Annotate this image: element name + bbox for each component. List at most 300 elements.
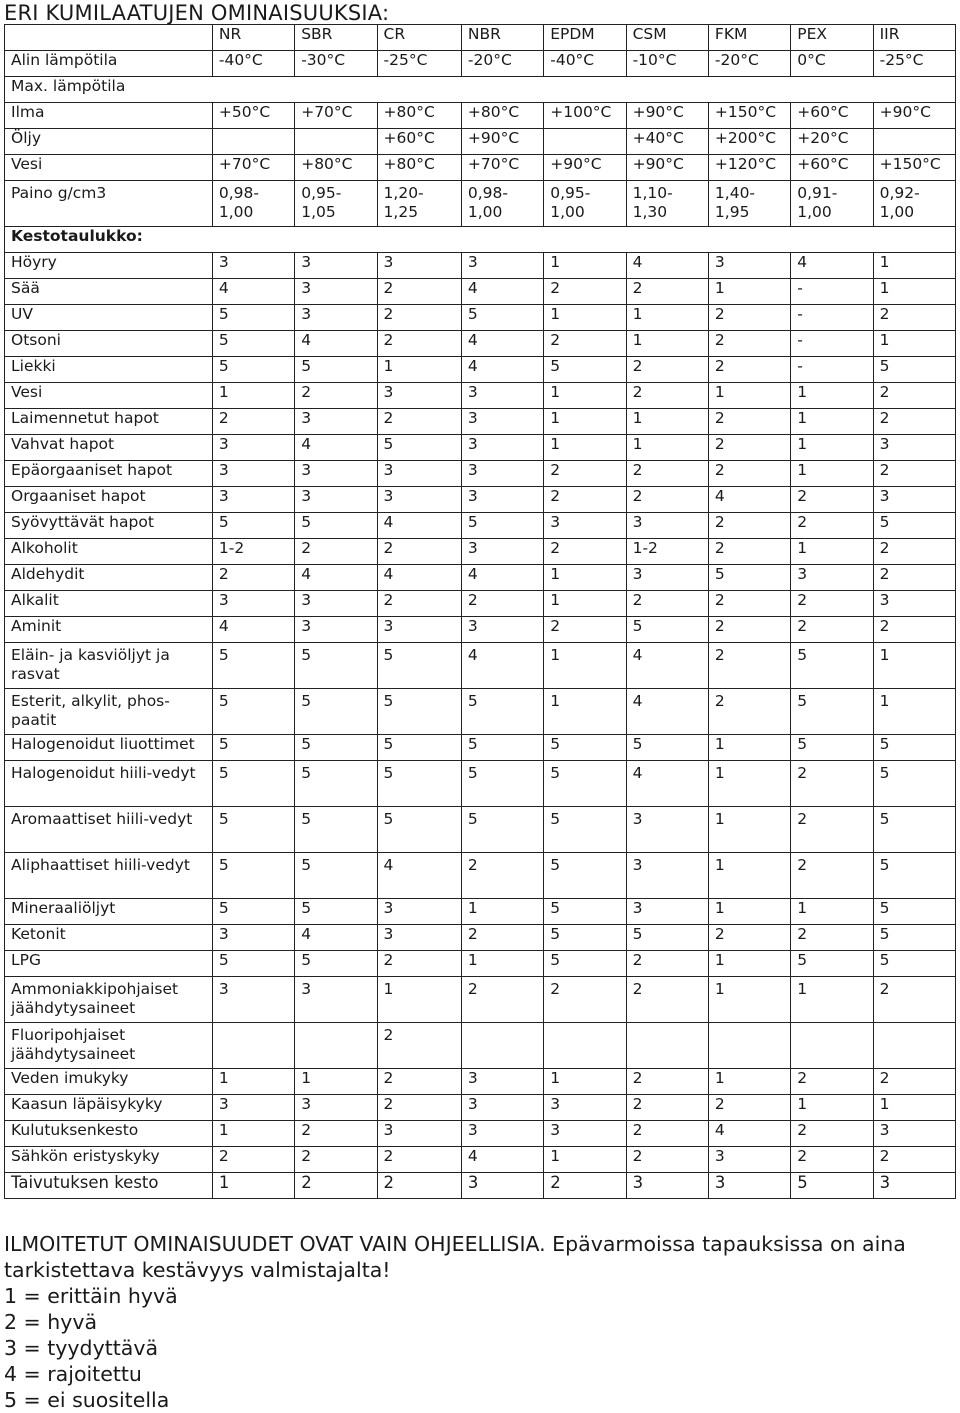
table-cell: 2 [791, 1121, 873, 1147]
table-row [5, 331, 956, 357]
table-cell: 5 [295, 807, 377, 853]
table-cell: 3 [212, 253, 294, 279]
table-cell: 2 [791, 761, 873, 807]
table-cell: 2 [708, 513, 790, 539]
table-cell: 3 [295, 1095, 377, 1121]
table-cell: 2 [791, 487, 873, 513]
table-cell: 1 [544, 1147, 626, 1173]
table-cell: 2 [377, 409, 461, 435]
table-cell: 2 [626, 279, 708, 305]
table-cell: 2 [461, 591, 543, 617]
table-cell: 5 [461, 807, 543, 853]
table-cell: 2 [295, 1173, 377, 1199]
table-cell: 3 [212, 487, 294, 513]
table-row [5, 977, 956, 1023]
table-cell: 2 [626, 1147, 708, 1173]
table-row [5, 807, 956, 853]
table-cell: 3 [295, 279, 377, 305]
table-cell: 2 [873, 383, 955, 409]
table-cell: 5 [544, 951, 626, 977]
table-cell: 5 [212, 305, 294, 331]
table-cell: 1 [708, 279, 790, 305]
table-cell: 1 [212, 1069, 294, 1095]
table-cell: 4 [377, 853, 461, 899]
table-cell: 5 [295, 761, 377, 807]
table-cell: 5 [212, 689, 294, 735]
table-cell: 2 [626, 1095, 708, 1121]
table-cell: 4 [461, 357, 543, 383]
table-row [5, 155, 956, 181]
table-cell: 5 [791, 951, 873, 977]
table-cell: 4 [295, 435, 377, 461]
row-label: Halogenoidut hiili-vedyt [5, 761, 213, 807]
table-cell: 2 [708, 617, 790, 643]
table-cell: 1 [791, 1095, 873, 1121]
table-cell: 3 [377, 253, 461, 279]
table-row [5, 899, 956, 925]
table-cell: 1 [791, 977, 873, 1023]
table-cell: 2 [708, 1095, 790, 1121]
table-cell: 3 [626, 1173, 708, 1199]
table-cell: 2 [791, 925, 873, 951]
table-cell: 1,40- 1,95 [708, 181, 790, 227]
table-cell: 1 [873, 279, 955, 305]
table-row [5, 461, 956, 487]
table-cell: -40°C [544, 51, 626, 77]
table-cell: - [791, 331, 873, 357]
table-cell: 3 [212, 461, 294, 487]
table-cell: 3 [461, 1069, 543, 1095]
row-label: Orgaaniset hapot [5, 487, 213, 513]
page-title: ERI KUMILAATUJEN OMINAISUUKSIA: [4, 1, 390, 25]
column-header-csm: CSM [626, 25, 708, 51]
table-cell: +90°C [626, 103, 708, 129]
table-cell: 5 [544, 853, 626, 899]
table-cell: 3 [377, 487, 461, 513]
table-cell: 3 [377, 925, 461, 951]
table-cell: 3 [708, 1147, 790, 1173]
table-row [5, 181, 956, 227]
table-cell: 4 [377, 565, 461, 591]
row-label: Taivutuksen kesto [5, 1173, 213, 1199]
table-cell: 1 [626, 331, 708, 357]
column-header-cr: CR [377, 25, 461, 51]
table-cell: 5 [212, 331, 294, 357]
table-cell: - [791, 357, 873, 383]
table-cell: 5 [461, 735, 543, 761]
table-cell: 3 [626, 899, 708, 925]
table-cell: -25°C [873, 51, 955, 77]
table-cell [295, 1023, 377, 1069]
table-cell: 5 [377, 735, 461, 761]
table-cell [212, 129, 294, 155]
table-cell: 4 [626, 689, 708, 735]
row-label: Ilma [5, 103, 213, 129]
table-cell: 3 [295, 461, 377, 487]
row-label: Eläin- ja kasviöljyt ja rasvat [5, 643, 213, 689]
table-cell: 3 [708, 253, 790, 279]
table-cell [708, 1023, 790, 1069]
table-cell: +60°C [377, 129, 461, 155]
table-cell: 5 [873, 951, 955, 977]
table-cell: 5 [544, 925, 626, 951]
table-cell: 3 [626, 513, 708, 539]
table-cell: 2 [873, 1069, 955, 1095]
table-cell: 2 [212, 565, 294, 591]
table-cell: 3 [461, 253, 543, 279]
table-cell: +150°C [873, 155, 955, 181]
table-cell: 1 [708, 807, 790, 853]
table-cell: 2 [295, 1121, 377, 1147]
table-cell: 1 [791, 435, 873, 461]
table-cell: 2 [708, 591, 790, 617]
table-row [5, 357, 956, 383]
table-cell: 2 [626, 977, 708, 1023]
table-cell: 1 [708, 1069, 790, 1095]
table-cell: 2 [791, 853, 873, 899]
row-label: Aromaattiset hiili-vedyt [5, 807, 213, 853]
table-cell: 3 [295, 977, 377, 1023]
table-cell: 3 [212, 435, 294, 461]
table-row [5, 279, 956, 305]
table-cell: 4 [626, 253, 708, 279]
table-cell: 5 [212, 853, 294, 899]
table-cell: 3 [873, 435, 955, 461]
table-row [5, 227, 956, 253]
table-row [5, 951, 956, 977]
table-cell: 3 [377, 1121, 461, 1147]
table-cell: 1 [791, 899, 873, 925]
table-cell: 4 [708, 487, 790, 513]
table-cell: 2 [377, 305, 461, 331]
table-cell: 4 [212, 617, 294, 643]
table-cell: 3 [295, 305, 377, 331]
table-cell: 5 [295, 853, 377, 899]
row-label: Halogenoidut liuottimet [5, 735, 213, 761]
table-cell: 3 [295, 617, 377, 643]
table-cell: 3 [544, 1121, 626, 1147]
table-cell: 5 [873, 807, 955, 853]
table-cell: 1 [544, 305, 626, 331]
row-label: Öljy [5, 129, 213, 155]
table-cell: 5 [544, 761, 626, 807]
table-cell: 2 [377, 1023, 461, 1069]
table-cell: +60°C [791, 103, 873, 129]
table-cell: 3 [212, 591, 294, 617]
table-cell: 2 [544, 461, 626, 487]
table-cell: 1 [544, 253, 626, 279]
table-cell: 2 [708, 689, 790, 735]
table-cell: 0,91- 1,00 [791, 181, 873, 227]
row-label: Aliphaattiset hiili-vedyt [5, 853, 213, 899]
row-label: Vesi [5, 383, 213, 409]
table-cell: 5 [873, 853, 955, 899]
row-label: Mineraaliöljyt [5, 899, 213, 925]
table-cell: 5 [626, 735, 708, 761]
table-cell: 3 [461, 383, 543, 409]
table-cell: 3 [544, 1095, 626, 1121]
table-cell: 3 [377, 899, 461, 925]
table-cell: 1 [791, 461, 873, 487]
table-cell: 2 [212, 1147, 294, 1173]
table-row [5, 487, 956, 513]
table-cell: 5 [873, 735, 955, 761]
table-cell: 0°C [791, 51, 873, 77]
table-cell: 2 [544, 977, 626, 1023]
table-cell: 3 [626, 565, 708, 591]
table-row [5, 253, 956, 279]
table-cell: 3 [873, 487, 955, 513]
table-cell: +80°C [295, 155, 377, 181]
table-cell: 2 [626, 461, 708, 487]
table-cell: 4 [295, 331, 377, 357]
table-cell: 2 [873, 977, 955, 1023]
table-cell: 2 [377, 591, 461, 617]
table-row [5, 103, 956, 129]
table-cell: 1 [377, 977, 461, 1023]
table-cell: 5 [212, 807, 294, 853]
table-cell: 2 [626, 591, 708, 617]
legend-item: 4 = rajoitettu [4, 1362, 142, 1386]
table-cell: 2 [626, 383, 708, 409]
table-cell: 5 [377, 689, 461, 735]
table-cell: 5 [212, 761, 294, 807]
row-label: Epäorgaaniset hapot [5, 461, 213, 487]
table-cell [544, 1023, 626, 1069]
table-cell: 5 [873, 357, 955, 383]
table-cell: 3 [461, 409, 543, 435]
row-label: UV [5, 305, 213, 331]
table-cell: 2 [873, 617, 955, 643]
table-cell: 5 [626, 925, 708, 951]
table-cell: 0,95- 1,05 [295, 181, 377, 227]
table-cell: 5 [295, 951, 377, 977]
row-label: Höyry [5, 253, 213, 279]
table-cell: 3 [461, 1173, 543, 1199]
table-cell: 2 [461, 853, 543, 899]
table-cell: 1-2 [212, 539, 294, 565]
table-cell: 3 [295, 409, 377, 435]
table-cell: - [791, 279, 873, 305]
table-cell: +80°C [461, 103, 543, 129]
table-row [5, 77, 956, 103]
table-cell: 5 [544, 357, 626, 383]
table-cell: 5 [212, 899, 294, 925]
table-cell: 5 [377, 435, 461, 461]
table-cell: 2 [791, 591, 873, 617]
table-cell: 2 [544, 1173, 626, 1199]
table-cell: 1 [873, 1095, 955, 1121]
table-cell: 2 [708, 461, 790, 487]
table-cell: +50°C [212, 103, 294, 129]
table-cell: 5 [295, 643, 377, 689]
table-cell: 2 [626, 487, 708, 513]
table-cell: +90°C [544, 155, 626, 181]
table-cell: 4 [295, 925, 377, 951]
table-cell: 4 [295, 565, 377, 591]
table-cell: 2 [461, 977, 543, 1023]
table-cell: 5 [295, 513, 377, 539]
table-cell: - [791, 305, 873, 331]
table-cell: 2 [544, 539, 626, 565]
legend-item: 3 = tyydyttävä [4, 1336, 159, 1360]
table-cell: +90°C [461, 129, 543, 155]
table-cell: 5 [212, 513, 294, 539]
row-label: Alin lämpötila [5, 51, 213, 77]
legend-item: 2 = hyvä [4, 1310, 98, 1334]
legend-item: 1 = erittäin hyvä [4, 1284, 178, 1308]
table-row [5, 853, 956, 899]
row-label: Kestotaulukko: [5, 227, 956, 253]
table-cell: 3 [708, 1173, 790, 1199]
row-label: Aldehydit [5, 565, 213, 591]
column-header-epdm: EPDM [544, 25, 626, 51]
table-cell: -10°C [626, 51, 708, 77]
row-label: Syövyttävät hapot [5, 513, 213, 539]
table-cell: 4 [461, 643, 543, 689]
table-cell: 2 [708, 643, 790, 689]
table-cell: 2 [626, 357, 708, 383]
table-cell: 3 [212, 925, 294, 951]
table-cell: +70°C [212, 155, 294, 181]
table-cell: 2 [212, 409, 294, 435]
footer [4, 1231, 956, 1413]
table-cell: 2 [544, 279, 626, 305]
table-cell: -20°C [461, 51, 543, 77]
table-cell: 1 [544, 689, 626, 735]
row-label: Alkoholit [5, 539, 213, 565]
table-cell: 0,92- 1,00 [873, 181, 955, 227]
table-cell: 1 [873, 643, 955, 689]
table-cell: 3 [212, 977, 294, 1023]
table-row [5, 383, 956, 409]
table-cell: 1 [212, 1121, 294, 1147]
table-cell: 5 [873, 513, 955, 539]
row-label: Otsoni [5, 331, 213, 357]
table-cell: 1 [544, 409, 626, 435]
table-row [5, 1069, 956, 1095]
table-cell: 5 [873, 899, 955, 925]
table-cell: 1 [626, 435, 708, 461]
table-cell: 2 [377, 1069, 461, 1095]
table-cell: 4 [461, 565, 543, 591]
row-label: Aminit [5, 617, 213, 643]
table-cell: 2 [708, 305, 790, 331]
table-cell: 5 [377, 761, 461, 807]
table-cell: 2 [377, 951, 461, 977]
table-row [5, 617, 956, 643]
table-row [5, 925, 956, 951]
table-cell: 2 [626, 1121, 708, 1147]
table-cell: +200°C [708, 129, 790, 155]
column-header-nbr: NBR [461, 25, 543, 51]
table-cell: 5 [461, 689, 543, 735]
table-cell: 1 [544, 435, 626, 461]
table-row [5, 1173, 956, 1199]
table-cell: 3 [873, 1173, 955, 1199]
table-cell: 5 [544, 899, 626, 925]
table-cell: 2 [377, 1147, 461, 1173]
table-cell: 3 [461, 617, 543, 643]
table-cell: 3 [461, 1095, 543, 1121]
table-cell: 3 [377, 461, 461, 487]
table-cell: 1 [791, 383, 873, 409]
table-cell: 2 [873, 409, 955, 435]
column-header-nr: NR [212, 25, 294, 51]
table-cell: 2 [708, 409, 790, 435]
table-cell: 4 [791, 253, 873, 279]
rubber-properties-table [4, 24, 956, 1199]
table-cell: 3 [626, 853, 708, 899]
table-cell [461, 1023, 543, 1069]
table-cell: 5 [377, 807, 461, 853]
legend-item: 5 = ei suositella [4, 1388, 170, 1412]
table-cell: 2 [377, 1095, 461, 1121]
table-cell: 3 [377, 617, 461, 643]
table-cell: 5 [791, 735, 873, 761]
table-cell: 1 [873, 331, 955, 357]
table-cell: 2 [377, 331, 461, 357]
row-label: Sää [5, 279, 213, 305]
table-cell: 2 [708, 357, 790, 383]
table-cell: 3 [461, 461, 543, 487]
table-cell: +150°C [708, 103, 790, 129]
row-label: Vahvat hapot [5, 435, 213, 461]
row-label: Ketonit [5, 925, 213, 951]
table-cell: 2 [708, 331, 790, 357]
table-cell [626, 1023, 708, 1069]
table-cell: +80°C [377, 103, 461, 129]
table-cell: 2 [873, 1147, 955, 1173]
table-cell: 5 [708, 565, 790, 591]
table-cell: 2 [791, 513, 873, 539]
table-cell: 2 [377, 539, 461, 565]
table-cell: 1 [873, 253, 955, 279]
table-cell: 4 [461, 279, 543, 305]
table-cell: 1 [708, 899, 790, 925]
column-header-sbr: SBR [295, 25, 377, 51]
table-cell: 1 [708, 735, 790, 761]
table-cell: 5 [461, 305, 543, 331]
table-cell: 2 [873, 461, 955, 487]
table-cell: 2 [791, 617, 873, 643]
table-cell: +120°C [708, 155, 790, 181]
table-cell: 1 [791, 539, 873, 565]
table-cell: 3 [544, 513, 626, 539]
table-cell: 1 [708, 977, 790, 1023]
table-cell: 1,20- 1,25 [377, 181, 461, 227]
table-cell: 3 [461, 487, 543, 513]
table-cell: 3 [873, 591, 955, 617]
table-cell: 0,95- 1,00 [544, 181, 626, 227]
row-label: Max. lämpötila [5, 77, 956, 103]
table-cell: 5 [295, 357, 377, 383]
table-cell: 2 [295, 539, 377, 565]
table-cell: 5 [212, 357, 294, 383]
table-cell: 1 [791, 409, 873, 435]
table-cell: 3 [295, 487, 377, 513]
table-cell: 3 [295, 591, 377, 617]
row-label: Veden imukyky [5, 1069, 213, 1095]
row-label: Ammoniakkipohjaiset jäähdytysaineet [5, 977, 213, 1023]
table-cell: 5 [626, 617, 708, 643]
table-cell: 2 [873, 565, 955, 591]
table-cell: 5 [295, 899, 377, 925]
table-cell: 0,98- 1,00 [461, 181, 543, 227]
row-label: Fluoripohjaiset jäähdytysaineet [5, 1023, 213, 1069]
table-cell: 2 [791, 807, 873, 853]
table-cell: 5 [791, 643, 873, 689]
